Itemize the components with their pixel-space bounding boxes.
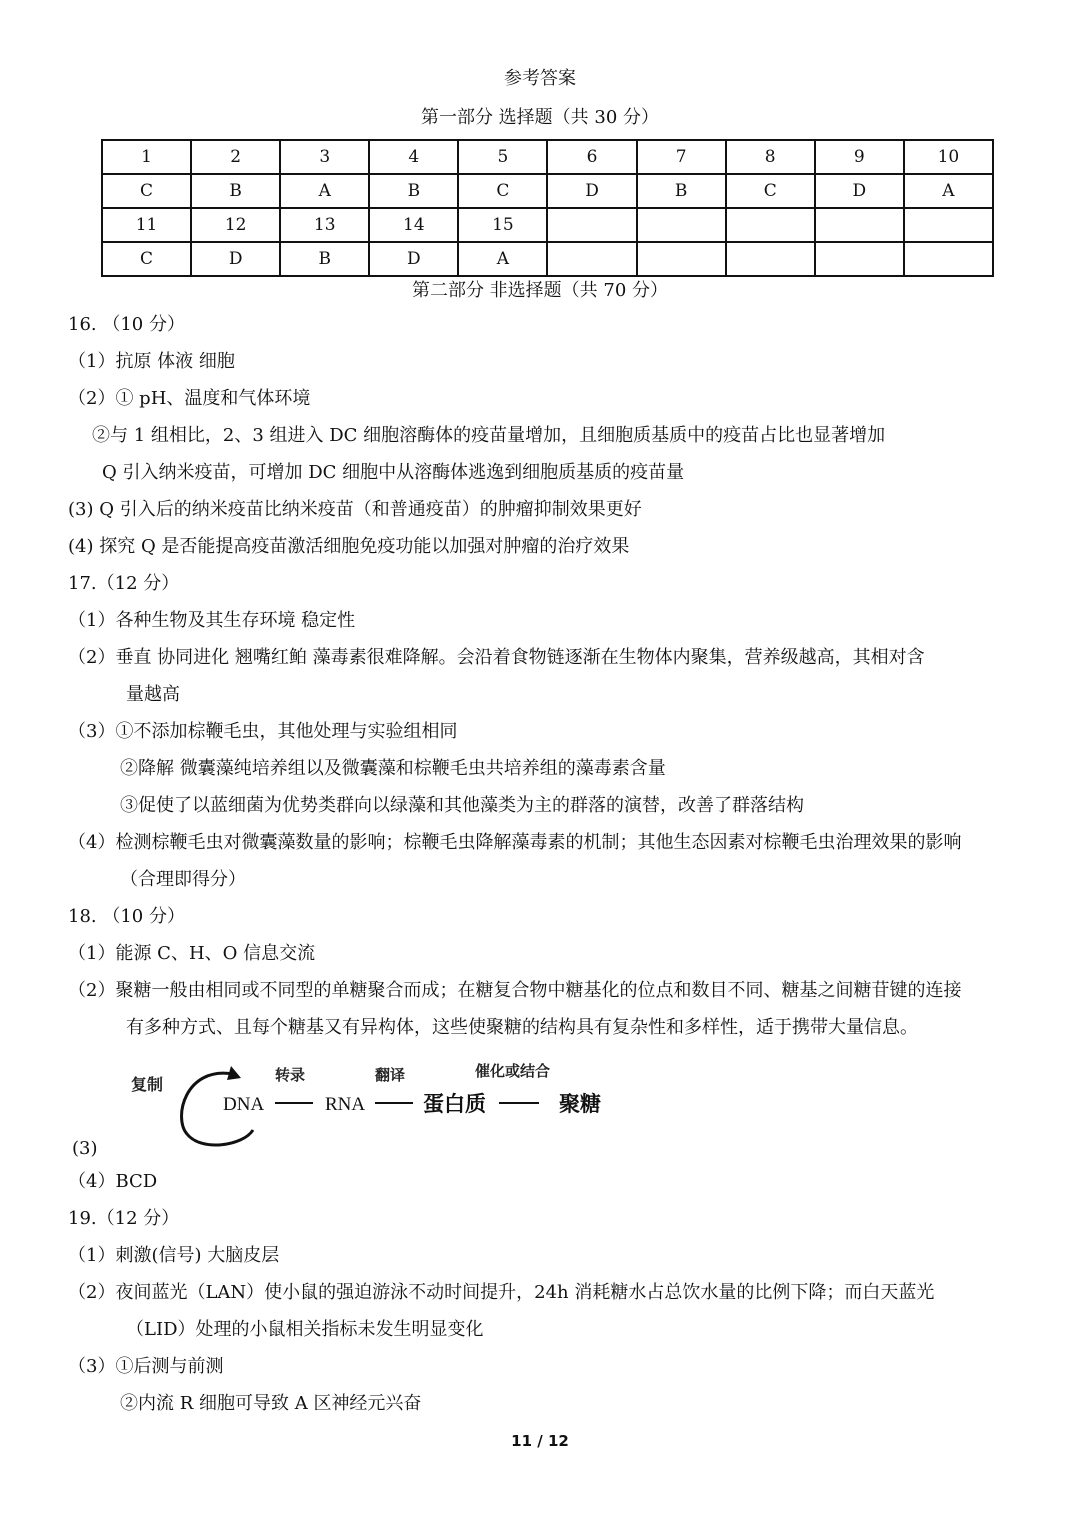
table-cell: 7 <box>637 140 726 174</box>
table-cell: 6 <box>547 140 636 174</box>
q19-answer-3-b: ②内流 R 细胞可导致 A 区神经元兴奋 <box>120 1393 422 1414</box>
table-cell: 2 <box>191 140 280 174</box>
q16-answer-2-c: Q 引入纳米疫苗，可增加 DC 细胞中从溶酶体逃逸到细胞质基质的疫苗量 <box>102 462 685 483</box>
table-cell: B <box>191 174 280 208</box>
table-cell: C <box>102 242 191 276</box>
label-translate: 翻译 <box>375 1066 406 1084</box>
q17-answer-4: （4）检测棕鞭毛虫对微囊藻数量的影响；棕鞭毛虫降解藻毒素的机制；其他生态因素对棕鞭毛虫治理效果的影响 <box>68 832 962 853</box>
answer-table <box>101 139 994 277</box>
q18-answer-2: （2）聚糖一般由相同或不同型的单糖聚合而成；在糖复合物中糖基化的位点和数目不同、糖基之间糖苷键的连接 <box>68 980 962 1001</box>
table-cell: A <box>280 174 369 208</box>
q16-answer-2: （2）① pH、温度和气体环境 <box>68 388 311 409</box>
table-cell: 9 <box>815 140 904 174</box>
replication-arrowhead <box>227 1066 241 1080</box>
q18-answer-4: （4）BCD <box>68 1171 158 1192</box>
table-cell <box>726 208 815 242</box>
q19-answer-2-cont: （LID）处理的小鼠相关指标未发生明显变化 <box>126 1319 484 1340</box>
central-dogma-diagram <box>125 1058 625 1152</box>
table-cell: 12 <box>191 208 280 242</box>
q17-answer-1: （1）各种生物及其生存环境 稳定性 <box>68 610 356 631</box>
node-glycan: 聚糖 <box>559 1092 601 1116</box>
label-catalyze: 催化或结合 <box>475 1062 551 1080</box>
table-cell: A <box>458 242 547 276</box>
q18-heading: 18. （10 分） <box>68 906 185 927</box>
part2-heading: 第二部分 非选择题（共 70 分） <box>411 280 669 301</box>
q19-answer-1: （1）刺激(信号) 大脑皮层 <box>68 1245 280 1266</box>
q16-answer-1: （1）抗原 体液 细胞 <box>68 351 235 372</box>
node-dna: DNA <box>223 1094 265 1115</box>
table-cell: 4 <box>369 140 458 174</box>
table-cell: 5 <box>458 140 547 174</box>
table-cell: D <box>191 242 280 276</box>
table-cell: C <box>458 174 547 208</box>
q18-answer-3: (3) <box>72 1138 98 1159</box>
q16-answer-4: (4) 探究 Q 是否能提高疫苗激活细胞免疫功能以加强对肿瘤的治疗效果 <box>68 536 630 557</box>
node-protein: 蛋白质 <box>423 1092 486 1116</box>
q17-answer-3: （3）①不添加棕鞭毛虫，其他处理与实验组相同 <box>68 721 458 742</box>
node-rna: RNA <box>325 1094 366 1115</box>
page-title: 参考答案 <box>504 68 576 89</box>
table-cell <box>547 208 636 242</box>
table-cell: B <box>369 174 458 208</box>
table-cell: 8 <box>726 140 815 174</box>
table-cell <box>637 242 726 276</box>
q18-answer-2-cont: 有多种方式、且每个糖基又有异构体，这些使聚糖的结构具有复杂性和多样性，适于携带大量信息。 <box>126 1017 918 1038</box>
table-cell <box>815 208 904 242</box>
q18-answer-1: （1）能源 C、H、O 信息交流 <box>68 943 316 964</box>
table-row <box>102 208 993 242</box>
page-number: 11 / 12 <box>511 1432 569 1450</box>
table-cell: 3 <box>280 140 369 174</box>
table-cell: 13 <box>280 208 369 242</box>
table-cell: 15 <box>458 208 547 242</box>
table-cell <box>904 208 993 242</box>
q16-answer-3: (3) Q 引入后的纳米疫苗比纳米疫苗（和普通疫苗）的肿瘤抑制效果更好 <box>68 499 642 520</box>
table-cell <box>547 242 636 276</box>
table-cell: C <box>102 174 191 208</box>
q19-answer-2: （2）夜间蓝光（LAN）使小鼠的强迫游泳不动时间提升，24h 消耗糖水占总饮水量的比例下降；而白天蓝光 <box>68 1282 935 1303</box>
table-cell: 1 <box>102 140 191 174</box>
q17-heading: 17.（12 分） <box>68 573 180 594</box>
table-row <box>102 174 993 208</box>
q16-heading: 16. （10 分） <box>68 314 185 335</box>
table-cell: D <box>547 174 636 208</box>
q17-answer-2: （2）垂直 协同进化 翘嘴红鲌 藻毒素很难降解。会沿着食物链逐渐在生物体内聚集，营养级越高，其相对含 <box>68 647 925 668</box>
table-cell: 14 <box>369 208 458 242</box>
table-cell: C <box>726 174 815 208</box>
table-cell <box>726 242 815 276</box>
q17-answer-4-note: （合理即得分） <box>120 869 246 890</box>
table-cell <box>815 242 904 276</box>
table-cell: 11 <box>102 208 191 242</box>
part1-heading: 第一部分 选择题（共 30 分） <box>420 107 660 128</box>
table-cell <box>637 208 726 242</box>
table-cell <box>904 242 993 276</box>
table-row <box>102 242 993 276</box>
table-row <box>102 140 993 174</box>
table-cell: B <box>637 174 726 208</box>
q19-answer-3: （3）①后测与前测 <box>68 1356 224 1377</box>
q19-heading: 19.（12 分） <box>68 1208 180 1229</box>
table-cell: 10 <box>904 140 993 174</box>
q17-answer-2-cont: 量越高 <box>126 684 180 705</box>
table-cell: A <box>904 174 993 208</box>
q16-answer-2-b: ②与 1 组相比，2、3 组进入 DC 细胞溶酶体的疫苗量增加，且细胞质基质中的疫苗占比也显著增加 <box>92 425 886 446</box>
label-transcribe: 转录 <box>275 1066 306 1084</box>
label-replicate: 复制 <box>131 1075 164 1094</box>
table-cell: D <box>369 242 458 276</box>
q17-answer-3-c: ③促使了以蓝细菌为优势类群向以绿藻和其他藻类为主的群落的演替，改善了群落结构 <box>120 795 804 816</box>
q17-answer-3-b: ②降解 微囊藻纯培养组以及微囊藻和棕鞭毛虫共培养组的藻毒素含量 <box>120 758 666 779</box>
table-cell: B <box>280 242 369 276</box>
table-cell: D <box>815 174 904 208</box>
